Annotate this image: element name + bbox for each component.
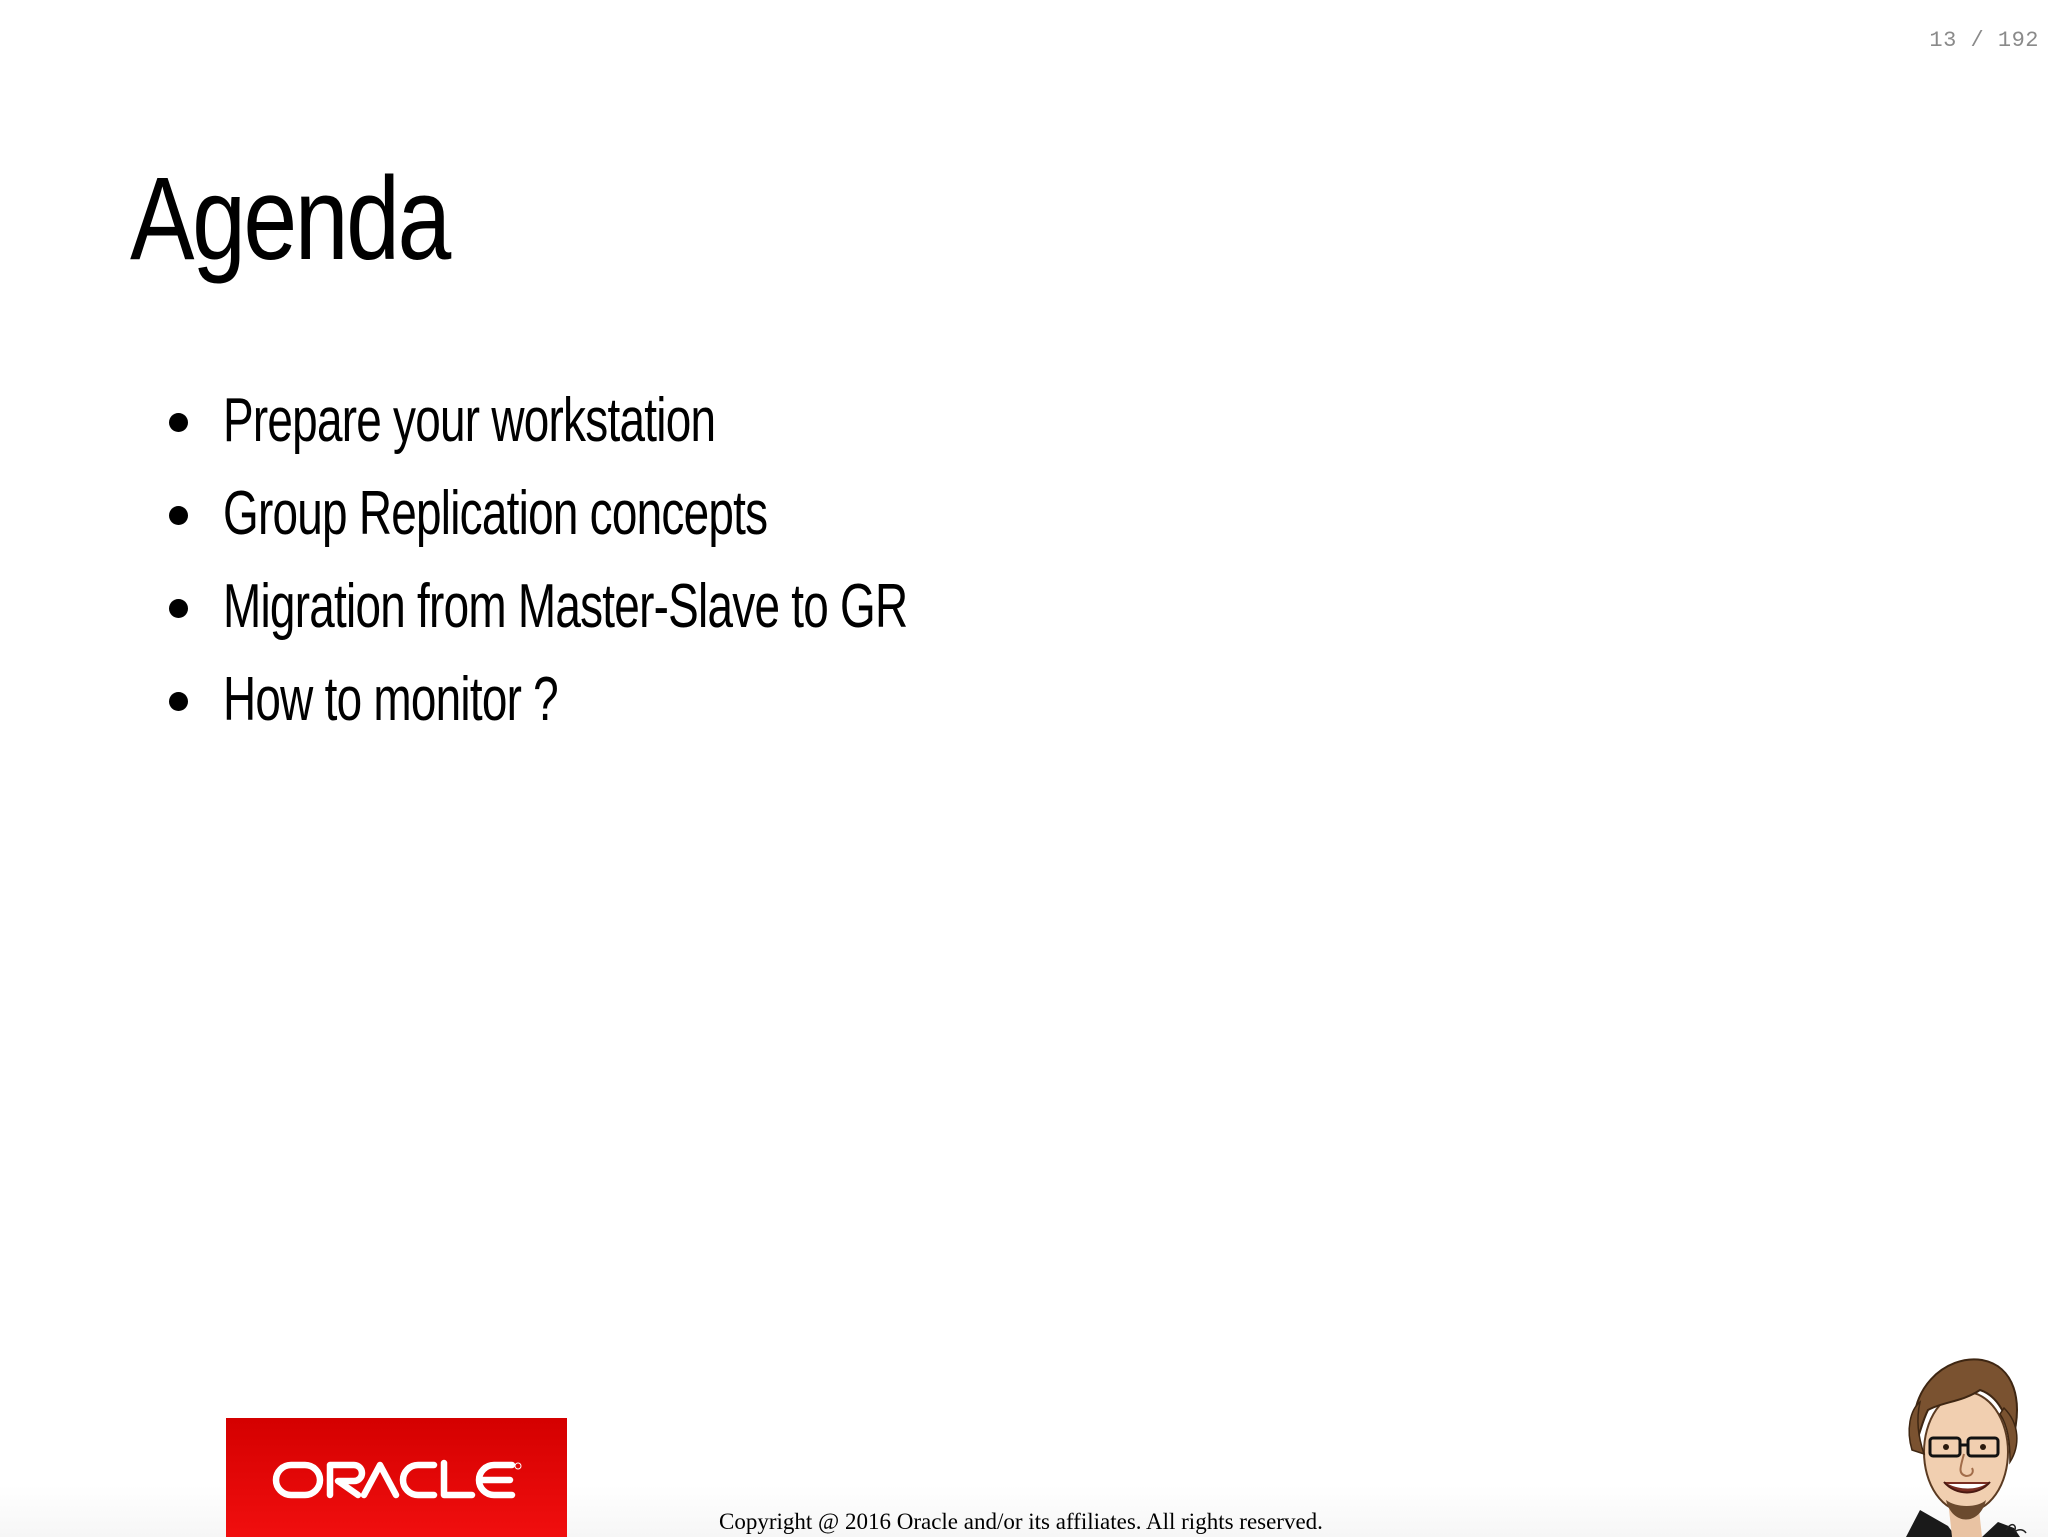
- agenda-item: [160, 467, 1148, 560]
- bullet-icon: [169, 413, 188, 432]
- page-counter-total: 192: [1997, 28, 2039, 53]
- agenda-item-label: Migration from Master-Slave to GR: [223, 572, 908, 641]
- page-counter-separator: /: [1970, 28, 1985, 53]
- bullet-icon: [169, 506, 188, 525]
- oracle-wordmark-icon: [272, 1458, 522, 1502]
- caricature-avatar-icon: [1886, 1350, 2028, 1537]
- page-counter: [1929, 28, 2039, 53]
- agenda-item-label: Group Replication concepts: [223, 479, 768, 548]
- agenda-item: [160, 374, 1148, 467]
- copyright-text: Copyright @ 2016 Oracle and/or its affiliates. All rights reserved.: [719, 1509, 1323, 1534]
- page-counter-current: 13: [1929, 28, 1957, 53]
- bullet-icon: [169, 692, 188, 711]
- slide-title: Agenda: [130, 153, 449, 285]
- agenda-list: [160, 374, 1148, 746]
- agenda-item-label: How to monitor ?: [223, 665, 558, 734]
- agenda-item: [160, 560, 1148, 653]
- oracle-logo: [226, 1418, 567, 1537]
- agenda-item-label: Prepare your workstation: [223, 386, 716, 455]
- bullet-icon: [169, 599, 188, 618]
- agenda-item: [160, 653, 1148, 746]
